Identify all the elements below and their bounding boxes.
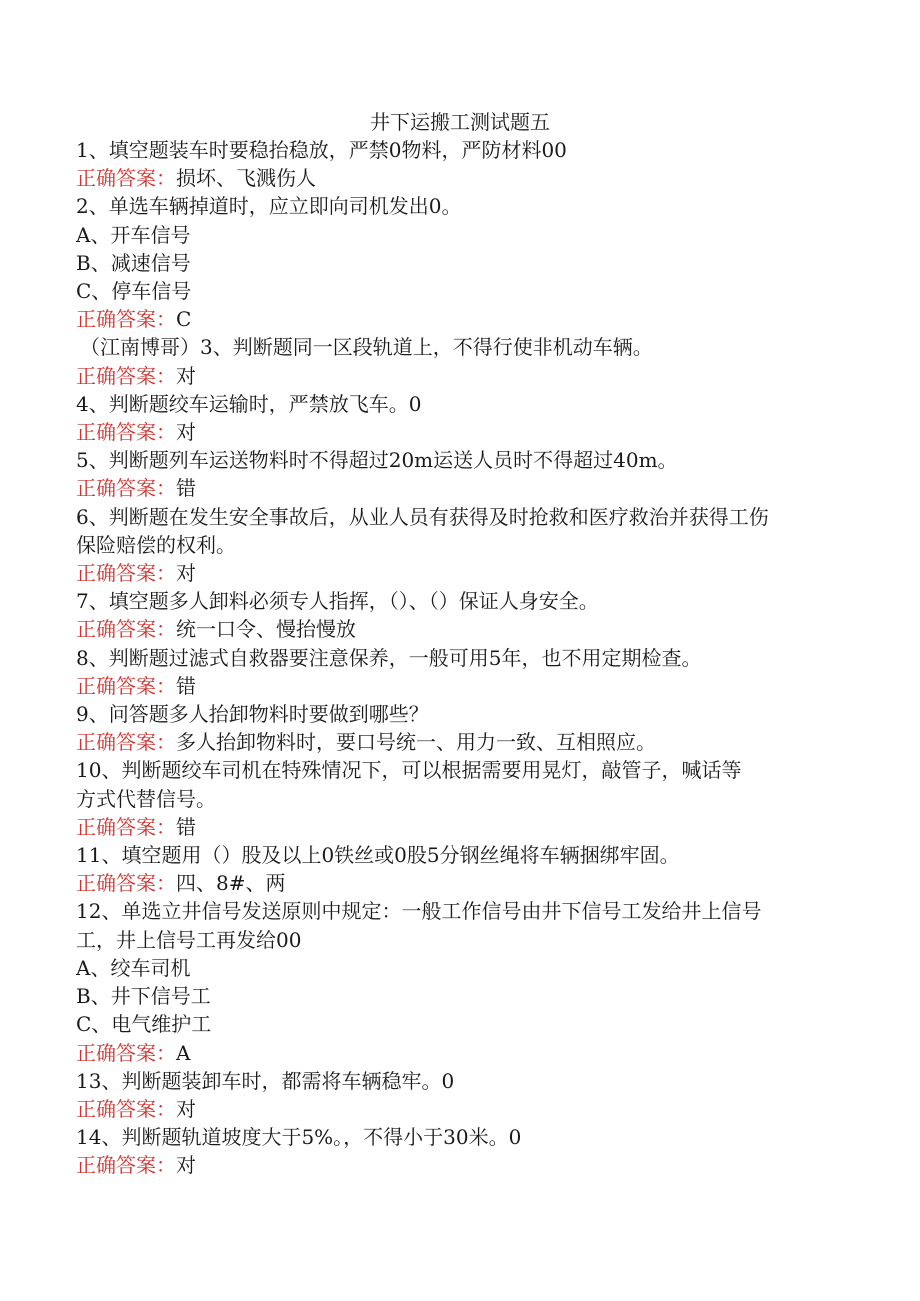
answer-label: 正确答案：: [76, 730, 176, 755]
answer-value: 错: [176, 476, 196, 501]
question-line: B、井下信号工: [76, 984, 211, 1009]
answer-line: [76, 1151, 836, 1179]
answer-value: 损坏、飞溅伤人: [176, 166, 316, 191]
answer-label: 正确答案：: [76, 1040, 176, 1065]
question-line: 12、单选立井信号发送原则中规定：一般工作信号由井下信号工发给井上信号: [76, 899, 762, 924]
answer-label: 正确答案：: [76, 476, 176, 501]
question-line: 10、判断题绞车司机在特殊情况下，可以根据需要用晃灯，敲管子，喊话等: [76, 758, 742, 783]
answer-label: 正确答案：: [76, 1153, 176, 1178]
question-line: C、停车信号: [76, 279, 192, 304]
question-line: C、电气维护工: [76, 1012, 212, 1037]
answer-label: 正确答案：: [76, 871, 176, 896]
question-line: （江南博哥）3、判断题同一区段轨道上，不得行使非机动车辆。: [80, 335, 653, 360]
question-line: 13、判断题装卸车时，都需将车辆稳牢。0: [76, 1068, 455, 1093]
answer-line: [76, 1095, 836, 1123]
question-line: 4、判断题绞车运输时，严禁放飞车。0: [76, 391, 422, 416]
answer-value: 多人抬卸物料时，要口号统一、用力一致、互相照应。: [176, 730, 656, 755]
answer-label: 正确答案：: [76, 363, 176, 388]
answer-line: [76, 164, 836, 192]
answer-label: 正确答案：: [76, 166, 176, 191]
question-line: 9、问答题多人抬卸物料时要做到哪些？: [76, 702, 429, 727]
question-line: 5、判断题列车运送物料时不得超过20m运送人员时不得超过40m。: [76, 448, 678, 473]
answer-value: 对: [176, 363, 196, 388]
answer-value: 四、8#、两: [176, 871, 286, 896]
answer-value: 错: [176, 814, 196, 839]
answer-label: 正确答案：: [76, 561, 176, 586]
question-line: B、减速信号: [76, 250, 191, 275]
question-line: A、绞车司机: [76, 955, 191, 980]
answer-line: [76, 672, 836, 700]
answer-line: [76, 869, 836, 897]
answer-line: [76, 305, 836, 333]
question-line: 11、填空题用（）股及以上0铁丝或0股5分钢丝绳将车辆捆绑牢固。: [76, 843, 680, 868]
answer-label: 正确答案：: [76, 673, 176, 698]
answer-label: 正确答案：: [76, 617, 176, 642]
answer-value: A: [176, 1040, 191, 1065]
question-list: [76, 136, 836, 1180]
answer-line: [76, 615, 836, 643]
answer-value: 错: [176, 673, 196, 698]
answer-label: 正确答案：: [76, 814, 176, 839]
question-line: 2、单选车辆掉道时，应立即向司机发出0。: [76, 194, 462, 219]
answer-value: 对: [176, 1153, 196, 1178]
answer-value: 对: [176, 1096, 196, 1121]
question-line: 6、判断题在发生安全事故后，从业人员有获得及时抢救和医疗救治并获得工伤: [76, 504, 769, 529]
answer-line: [76, 813, 836, 841]
answer-value: C: [176, 307, 192, 332]
question-line: 方式代替信号。: [76, 786, 216, 811]
question-line: 保险赔偿的权利。: [76, 532, 236, 557]
answer-line: [76, 474, 836, 502]
answer-value: 对: [176, 561, 196, 586]
question-line: 工，井上信号工再发给00: [76, 927, 302, 952]
question-line: 14、判断题轨道坡度大于5%。，不得小于30米。0: [76, 1125, 522, 1150]
question-line: 1、填空题装车时要稳抬稳放，严禁0物料，严防材料00: [76, 138, 567, 162]
answer-line: [76, 362, 836, 390]
question-line: 8、判断题过滤式自救器要注意保养，一般可用5年，也不用定期检查。: [76, 645, 702, 670]
answer-label: 正确答案：: [76, 1096, 176, 1121]
answer-value: 统一口令、慢抬慢放: [176, 617, 356, 642]
answer-label: 正确答案：: [76, 307, 176, 332]
answer-line: [76, 1039, 836, 1067]
answer-label: 正确答案：: [76, 420, 176, 445]
answer-line: [76, 559, 836, 587]
answer-line: [76, 418, 836, 446]
document-title: 井下运搬工测试题五: [370, 110, 550, 134]
answer-value: 对: [176, 420, 196, 445]
question-line: A、开车信号: [76, 222, 191, 247]
answer-line: [76, 728, 836, 756]
question-line: 7、填空题多人卸料必须专人指挥，（）、（）保证人身安全。: [76, 589, 599, 614]
